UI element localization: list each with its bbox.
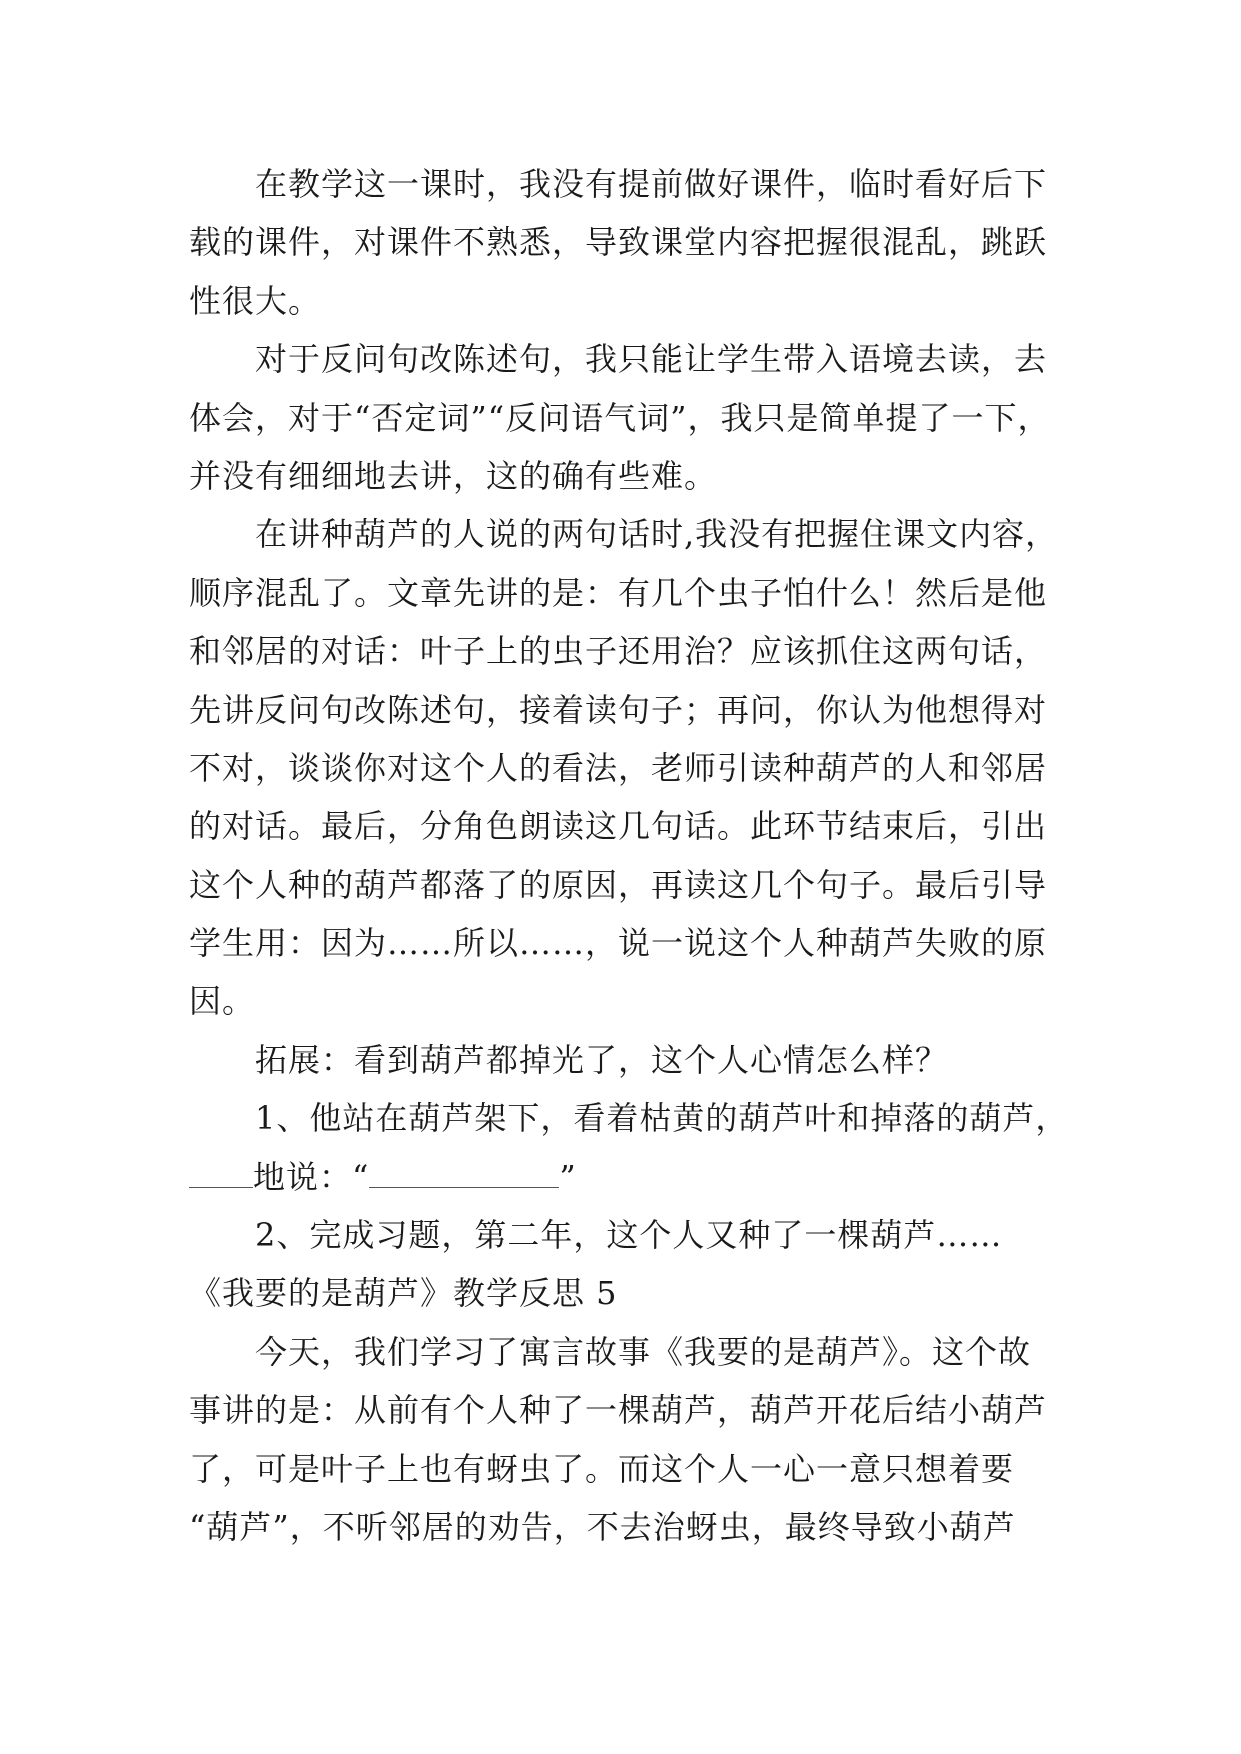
- text-line: 和邻居的对话：叶子上的虫子还用治？应该抓住这两句话，: [189, 632, 1048, 671]
- text-line: 不对，谈谈你对这个人的看法，老师引读种葫芦的人和邻居: [189, 748, 1048, 787]
- fill-line-end: ”: [559, 1157, 577, 1196]
- fill-line-text: 地说：“: [253, 1157, 370, 1196]
- text-line: 在讲种葫芦的人说的两句话时,我没有把握住课文内容，: [255, 515, 1059, 554]
- text-line: 学生用：因为……所以……，说一说这个人种葫芦失败的原: [189, 924, 1048, 963]
- text-line: 顺序混乱了。文章先讲的是：有几个虫子怕什么！然后是他: [189, 573, 1048, 612]
- text-line: 对于反问句改陈述句，我只能让学生带入语境去读，去: [255, 340, 1048, 379]
- text-line: “葫芦”，不听邻居的劝告，不去治蚜虫，最终导致小葫芦: [189, 1507, 1016, 1546]
- fill-blank-line: [189, 1148, 1061, 1206]
- text-line: 1、他站在葫芦架下，看着枯黄的葫芦叶和掉落的葫芦，: [255, 1099, 1069, 1138]
- text-line: 事讲的是：从前有个人种了一棵葫芦，葫芦开花后结小葫芦: [189, 1391, 1048, 1430]
- document-body: [189, 155, 1069, 1556]
- text-line: 性很大。: [189, 281, 322, 320]
- text-line: 在教学这一课时，我没有提前做好课件，临时看好后下: [255, 165, 1048, 203]
- text-line: 因。: [189, 982, 256, 1021]
- text-line: 并没有细细地去讲，这的确有些难。: [189, 456, 718, 495]
- text-line: 体会，对于“否定词”“反问语气词”，我只是简单提了一下，: [189, 398, 1051, 437]
- text-line: 了，可是叶子上也有蚜虫了。而这个人一心一意只想着要: [189, 1449, 1015, 1488]
- text-line: 今天，我们学习了寓言故事《我要的是葫芦》。这个故: [255, 1332, 1032, 1371]
- text-line: 拓展：看到葫芦都掉光了，这个人心情怎么样？: [255, 1040, 949, 1079]
- text-line: 2、完成习题，第二年，这个人又种了一棵葫芦……: [255, 1216, 1003, 1255]
- text-line: 载的课件，对课件不熟悉，导致课堂内容把握很混乱，跳跃: [189, 223, 1048, 262]
- answer-blank: [189, 1163, 253, 1188]
- text-line: 的对话。最后，分角色朗读这几句话。此环节结束后，引出: [189, 807, 1048, 846]
- section-heading: 《我要的是葫芦》教学反思 5: [189, 1274, 618, 1313]
- answer-blank: [369, 1163, 559, 1188]
- text-line: 这个人种的葫芦都落了的原因，再读这几个句子。最后引导: [189, 865, 1048, 904]
- text-line: 先讲反问句改陈述句，接着读句子；再问，你认为他想得对: [189, 690, 1048, 729]
